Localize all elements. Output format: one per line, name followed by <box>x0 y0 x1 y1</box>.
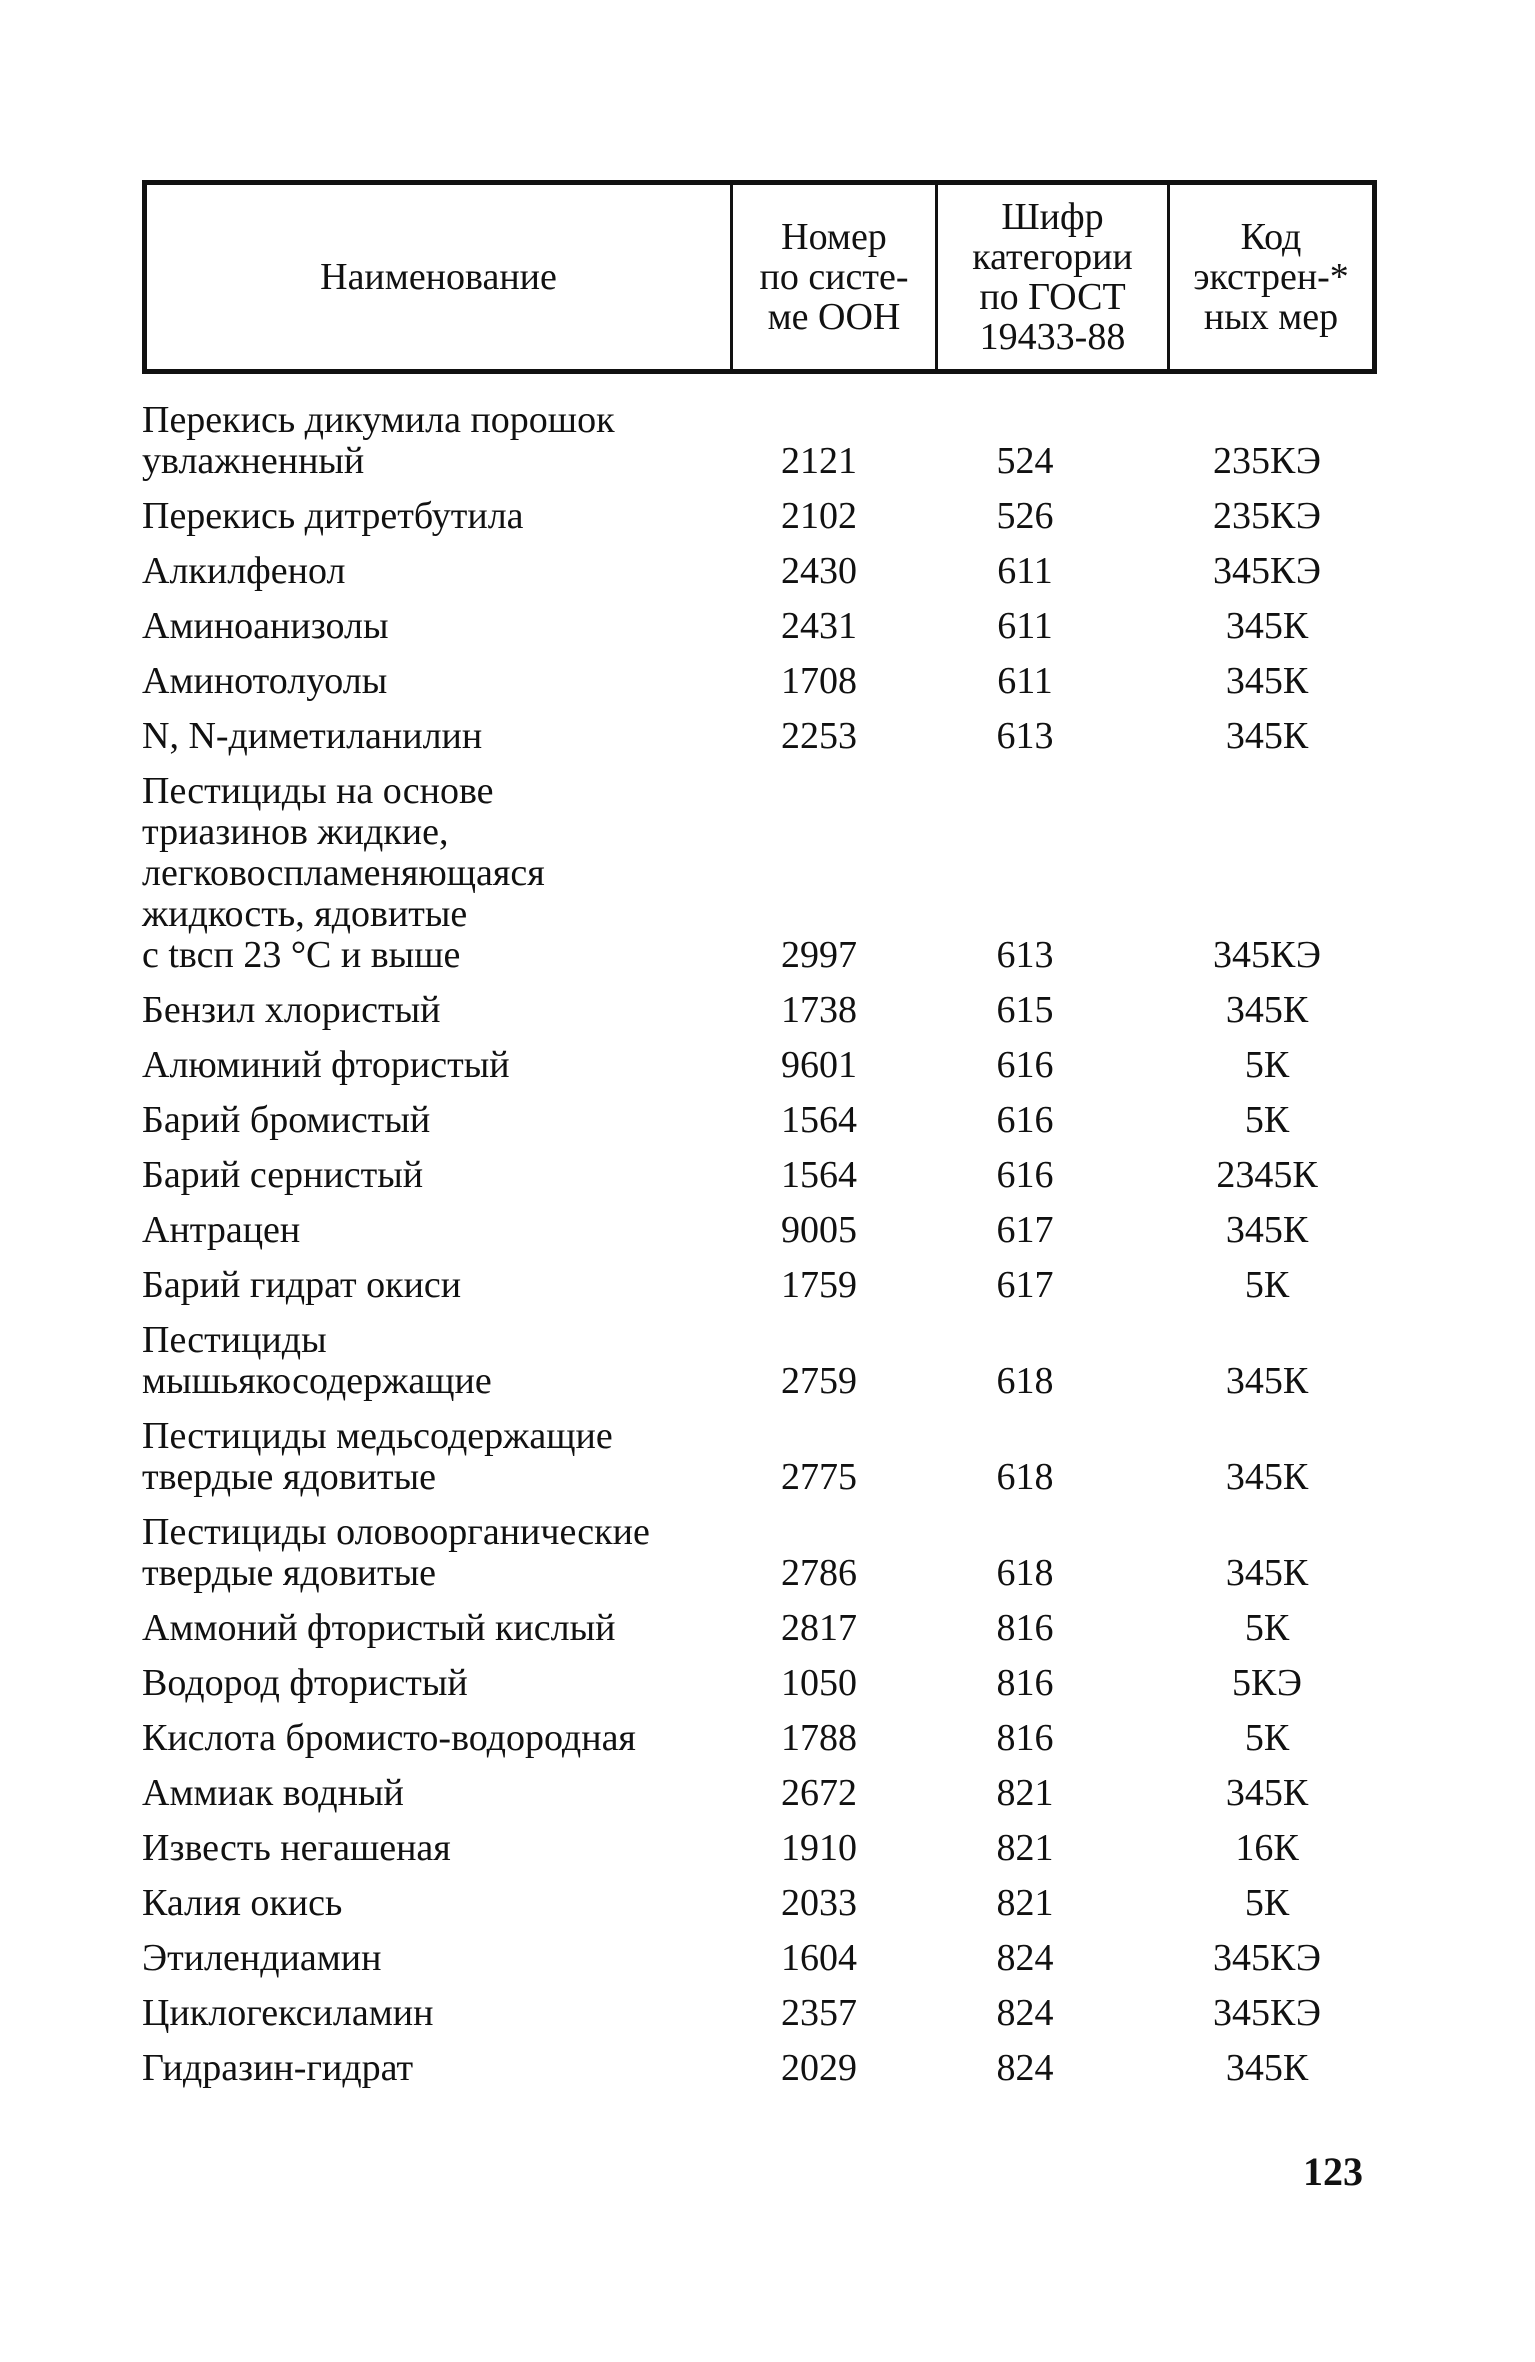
table-row <box>142 1210 1382 1251</box>
table-row <box>142 400 1382 482</box>
header-gost-category: Шифр категории по ГОСТ 19433-88 <box>935 185 1167 369</box>
cell-category: 816 <box>996 1717 1054 1759</box>
table-row <box>142 1045 1382 1086</box>
cell-category: 618 <box>996 1552 1054 1594</box>
cell-name: Аминотолуолы <box>142 660 388 702</box>
cell-name: Бензил хлористый <box>142 989 441 1031</box>
cell-category: 616 <box>996 1044 1054 1086</box>
cell-emergency-code: 235КЭ <box>1213 495 1321 537</box>
cell-emergency-code: 5К <box>1244 1044 1290 1086</box>
table-body <box>142 400 1382 2103</box>
cell-emergency-code: 5К <box>1244 1882 1290 1924</box>
cell-emergency-code: 235КЭ <box>1213 440 1321 482</box>
cell-emergency-code: 345КЭ <box>1213 934 1321 976</box>
cell-name: Пестициды оловоорганические твердые ядовитые <box>142 1511 650 1594</box>
cell-category: 617 <box>996 1264 1054 1306</box>
cell-name: Пестициды на основе триазинов жидкие, легковоспламеняющаяся жидкость, ядовитые с tвсп 23 °С и выше <box>142 770 545 976</box>
cell-emergency-code: 5К <box>1244 1099 1290 1141</box>
table-row <box>142 661 1382 702</box>
cell-name: Этилендиамин <box>142 1937 382 1979</box>
cell-name: Барий бромистый <box>142 1099 431 1141</box>
cell-category: 821 <box>996 1827 1054 1869</box>
cell-emergency-code: 345К <box>1225 2047 1309 2089</box>
cell-name: Антрацен <box>142 1209 301 1251</box>
cell-emergency-code: 5К <box>1244 1607 1290 1649</box>
table-row <box>142 551 1382 592</box>
cell-un-number: 1604 <box>781 1937 857 1979</box>
cell-un-number: 2997 <box>781 934 857 976</box>
cell-emergency-code: 345К <box>1225 1552 1309 1594</box>
cell-category: 824 <box>996 2047 1054 2089</box>
cell-un-number: 2775 <box>781 1456 857 1498</box>
table-row <box>142 1938 1382 1979</box>
cell-emergency-code: 5К <box>1244 1717 1290 1759</box>
cell-emergency-code: 5КЭ <box>1232 1662 1302 1704</box>
table-row <box>142 1320 1382 1402</box>
table-row <box>142 1265 1382 1306</box>
cell-category: 821 <box>996 1882 1054 1924</box>
page-number: 123 <box>1303 2149 1363 2194</box>
cell-name: Гидразин-гидрат <box>142 2047 414 2089</box>
cell-un-number: 2029 <box>781 2047 857 2089</box>
cell-name: Аммиак водный <box>142 1772 404 1814</box>
cell-emergency-code: 2345К <box>1216 1154 1318 1196</box>
cell-name: Алкилфенол <box>142 550 346 592</box>
cell-emergency-code: 345К <box>1225 1456 1309 1498</box>
cell-un-number: 2033 <box>781 1882 857 1924</box>
cell-name: Циклогексиламин <box>142 1992 434 2034</box>
cell-category: 821 <box>996 1772 1054 1814</box>
cell-category: 611 <box>997 605 1053 647</box>
cell-name: Барий гидрат окиси <box>142 1264 462 1306</box>
table-row <box>142 1663 1382 1704</box>
cell-name: Перекись дитретбутила <box>142 495 524 537</box>
table-row <box>142 1416 1382 1498</box>
cell-un-number: 2786 <box>781 1552 857 1594</box>
cell-name: Калия окись <box>142 1882 343 1924</box>
table-row <box>142 606 1382 647</box>
cell-category: 618 <box>996 1456 1054 1498</box>
cell-category: 617 <box>996 1209 1054 1251</box>
header-un-number: Номер по систе- ме ООН <box>730 185 935 369</box>
cell-un-number: 2431 <box>781 605 857 647</box>
cell-name: Пестициды мышьякосодержащие <box>142 1319 492 1402</box>
cell-category: 616 <box>996 1154 1054 1196</box>
cell-category: 615 <box>996 989 1054 1031</box>
cell-category: 526 <box>996 495 1054 537</box>
table-row <box>142 1773 1382 1814</box>
cell-name: Перекись дикумила порошок увлажненный <box>142 399 615 482</box>
cell-emergency-code: 345К <box>1225 989 1309 1031</box>
cell-emergency-code: 345КЭ <box>1213 550 1321 592</box>
cell-un-number: 2121 <box>781 440 857 482</box>
table-header <box>142 180 1377 374</box>
cell-emergency-code: 345КЭ <box>1213 1937 1321 1979</box>
table-row <box>142 2048 1382 2089</box>
cell-emergency-code: 345К <box>1225 1209 1309 1251</box>
cell-un-number: 1708 <box>781 660 857 702</box>
table-row <box>142 496 1382 537</box>
cell-un-number: 2253 <box>781 715 857 757</box>
cell-name: Пестициды медьсодержащие твердые ядовитые <box>142 1415 613 1498</box>
cell-category: 611 <box>997 660 1053 702</box>
cell-un-number: 2759 <box>781 1360 857 1402</box>
cell-name: Кислота бромисто-водородная <box>142 1717 636 1759</box>
cell-name: Аммоний фтористый кислый <box>142 1607 616 1649</box>
cell-category: 613 <box>996 715 1054 757</box>
cell-category: 616 <box>996 1099 1054 1141</box>
cell-emergency-code: 345К <box>1225 605 1309 647</box>
cell-emergency-code: 345К <box>1225 1772 1309 1814</box>
cell-name: Известь негашеная <box>142 1827 451 1869</box>
cell-emergency-code: 345К <box>1225 1360 1309 1402</box>
cell-category: 524 <box>996 440 1054 482</box>
table-row <box>142 1718 1382 1759</box>
table-row <box>142 771 1382 976</box>
cell-un-number: 1050 <box>781 1662 857 1704</box>
cell-un-number: 2672 <box>781 1772 857 1814</box>
table-row <box>142 716 1382 757</box>
cell-un-number: 1564 <box>781 1099 857 1141</box>
table-row <box>142 1828 1382 1869</box>
cell-category: 816 <box>996 1662 1054 1704</box>
cell-name: Барий сернистый <box>142 1154 424 1196</box>
table-row <box>142 990 1382 1031</box>
cell-name: N, N-диметиланилин <box>142 715 483 757</box>
cell-un-number: 9601 <box>781 1044 857 1086</box>
cell-un-number: 9005 <box>781 1209 857 1251</box>
cell-un-number: 2102 <box>781 495 857 537</box>
cell-un-number: 1759 <box>781 1264 857 1306</box>
header-emergency-code: Код экстрен-* ных мер <box>1167 185 1372 369</box>
cell-category: 618 <box>996 1360 1054 1402</box>
cell-un-number: 1788 <box>781 1717 857 1759</box>
cell-un-number: 2430 <box>781 550 857 592</box>
table-row <box>142 1100 1382 1141</box>
cell-un-number: 1738 <box>781 989 857 1031</box>
table-row <box>142 1608 1382 1649</box>
table-row <box>142 1155 1382 1196</box>
header-name: Наименование <box>320 256 557 298</box>
cell-emergency-code: 16К <box>1235 1827 1299 1869</box>
cell-name: Аминоанизолы <box>142 605 389 647</box>
cell-emergency-code: 345К <box>1225 660 1309 702</box>
cell-emergency-code: 345К <box>1225 715 1309 757</box>
cell-un-number: 1910 <box>781 1827 857 1869</box>
cell-category: 611 <box>997 550 1053 592</box>
cell-un-number: 2817 <box>781 1607 857 1649</box>
table-row <box>142 1512 1382 1594</box>
cell-un-number: 1564 <box>781 1154 857 1196</box>
table-row <box>142 1883 1382 1924</box>
table-row <box>142 1993 1382 2034</box>
cell-emergency-code: 345КЭ <box>1213 1992 1321 2034</box>
cell-category: 816 <box>996 1607 1054 1649</box>
cell-category: 824 <box>996 1992 1054 2034</box>
cell-name: Водород фтористый <box>142 1662 468 1704</box>
cell-emergency-code: 5К <box>1244 1264 1290 1306</box>
cell-name: Алюминий фтористый <box>142 1044 510 1086</box>
cell-un-number: 2357 <box>781 1992 857 2034</box>
cell-category: 613 <box>996 934 1054 976</box>
cell-category: 824 <box>996 1937 1054 1979</box>
